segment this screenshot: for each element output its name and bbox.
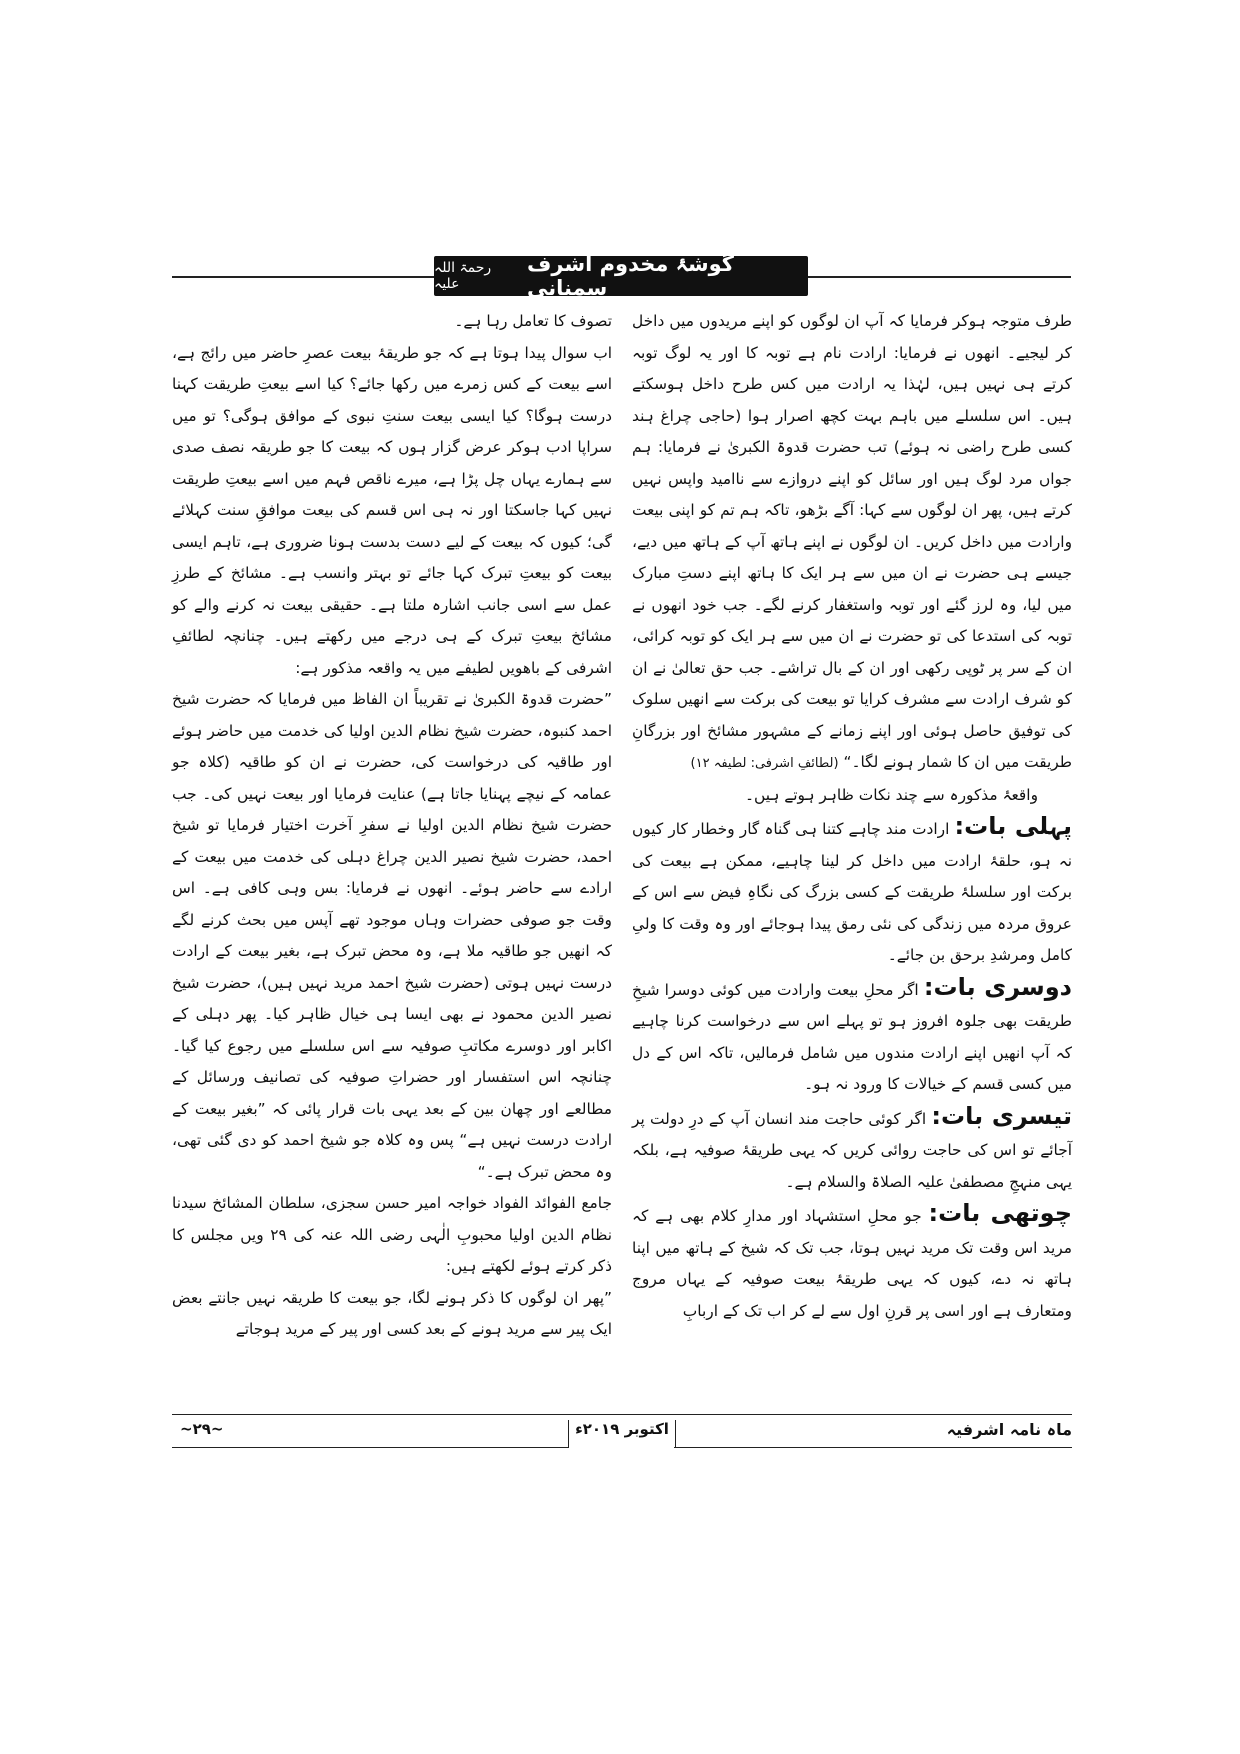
issue-date: اکتوبر ۲۰۱۹ء	[568, 1420, 676, 1448]
paragraph: طرف متوجہ ہوکر فرمایا کہ آپ ان لوگوں کو اپنے مریدوں میں داخل کر لیجیے۔ انھوں نے فرمایا: ارادت نام ہے توبہ کا اور یہ لوگ توبہ کرتے ہی نہیں ہیں، لہٰذا یہ ارادت میں کس طرح داخل ہوسکتے ہیں۔ اس سلسلے میں باہم بہت کچھ اصرار ہوا (حاجی چراغ ہند کسی طرح راضی نہ ہوئے) تب حضرت قدوۃ الکبریٰ نے فرمایا: ہم جواں مرد لوگ ہیں اور سائل کو اپنے دروازے سے ناامید واپس نہیں کرتے ہیں، پھر ان لوگوں سے کہا: آگے بڑھو، تاکہ ہم تم کو اپنی بیعت وارادت میں داخل کریں۔ ان لوگوں نے اپنے ہاتھ آپ کے ہاتھ میں دیے، جیسے ہی حضرت نے ان میں سے ہر ایک کا ہاتھ اپنے دستِ مبارک میں لیا، وہ لرز گئے اور توبہ واستغفار کرنے لگے۔ جب خود انھوں نے توبہ کی استدعا کی تو حضرت نے ان میں سے ہر ایک کو توبہ کرائی، ان کے سر پر ٹوپی رکھی اور ان کے بال تراشے۔ جب حق تعالیٰ نے ان کو شرف ارادت سے مشرف کرایا تو بیعت کی برکت سے انھیں سلوک کی توفیق حاصل ہوئی اور اپنے زمانے کے مشہور مشائخ اور بزرگانِ طریقت میں ان کا شمار ہونے لگا۔“ (لطائفِ اشرفی: لطیفہ ۱۲)	[632, 312, 1072, 771]
quote-paragraph: ”پھر ان لوگوں کا ذکر ہونے لگا، جو بیعت کا طریقہ نہیں جانتے بعض ایک پیر سے مرید ہونے کے بعد کسی اور پیر کے مرید ہوجاتے	[172, 1288, 612, 1338]
paragraph: دوسری بات: اگر محلِ بیعت وارادت میں کوئی دوسرا شیخِ طریقت بھی جلوہ افروز ہو تو پہلے اس سے درخواست کرنا چاہیے کہ آپ انھیں اپنے ارادت مندوں میں شامل فرمالیں، تاکہ اس کے دل میں کسی قسم کے خیالات کا ورود نہ ہو۔	[632, 972, 1072, 1093]
quote-paragraph: ”حضرت قدوۃ الکبریٰ نے تقریباً ان الفاظ میں فرمایا کہ حضرت شیخ احمد کنبوہ، حضرت شیخ نظام الدین اولیا کی خدمت میں حاضر ہوئے اور طاقیہ کی درخواست کی، حضرت نے ان کو طاقیہ (کلاہ جو عمامہ کے نیچے پہنایا جاتا ہے) عنایت فرمایا اور بیعت نہیں کی۔ جب حضرت شیخ نظام الدین اولیا نے سفرِ آخرت اختیار فرمایا تو شیخ احمد، حضرت شیخ نصیر الدین چراغ دہلی کی خدمت میں بیعت کے ارادے سے حاضر ہوئے۔ انھوں نے فرمایا: بس وہی کافی ہے۔ اس وقت جو صوفی حضرات وہاں موجود تھے آپس میں بحث کرنے لگے کہ انھیں جو طاقیہ ملا ہے، وہ محض تبرک ہے، بغیر بیعت کے ارادت درست نہیں ہوتی (حضرت شیخ احمد مرید نہیں ہیں)، حضرت شیخ نصیر الدین محمود نے بھی ایسا ہی خیال ظاہر کیا۔ پھر دہلی کے اکابر اور دوسرے مکاتبِ صوفیہ سے اس سلسلے میں رجوع کیا گیا۔ چنانچہ اس استفسار اور حضراتِ صوفیہ کی تصانیف ورسائل کے مطالعے اور چھان بین کے بعد یہی بات قرار پائی کہ ”بغیر بیعت کے ارادت درست نہیں ہے“ پس وہ کلاہ جو شیخ احمد کو دی گئی تھی، وہ محض تبرک ہے۔“	[172, 690, 612, 1181]
magazine-name: ماہ نامہ اشرفیہ	[946, 1420, 1072, 1439]
paragraph: تیسری بات: اگر کوئی حاجت مند انسان آپ کے درِ دولت پر آجائے تو اس کی حاجت روائی کریں کہ یہی طریقۂ صوفیہ ہے، بلکہ یہی منہجِ مصطفیٰ علیہ الصلاۃ والسلام ہے۔	[632, 1101, 1073, 1191]
point-heading: تیسری بات:	[931, 1101, 1073, 1130]
paragraph: جامع الفوائد الفواد خواجہ امیر حسن سجزی، سلطان المشائخ سیدنا نظام الدین اولیا محبوبِ الٰہی رضی اللہ عنہ کی ۲۹ ویں مجلس کا ذکر کرتے ہوئے لکھتے ہیں:	[172, 1194, 612, 1275]
paragraph: تصوف کا تعامل رہا ہے۔	[454, 312, 612, 330]
footer-rule	[172, 1414, 1072, 1415]
header-rule-right	[808, 276, 1071, 278]
header-rule-left	[172, 276, 434, 278]
page-number: ~۲۹~	[180, 1420, 224, 1438]
paragraph: اب سوال پیدا ہوتا ہے کہ جو طریقۂ بیعت عصرِ حاضر میں رائج ہے، اسے بیعت کے کس زمرے میں رکھا جائے؟ کیا اسے بیعتِ طریقت کہنا درست ہوگا؟ کیا ایسی بیعت سنتِ نبوی کے موافق ہوگی؟ تو میں سراپا ادب ہوکر عرض گزار ہوں کہ بیعت کا جو طریقہ نصف صدی سے ہمارے یہاں چل پڑا ہے، میرے ناقص فہم میں اسے بیعتِ طریقت نہیں کہا جاسکتا اور نہ ہی اس قسم کی بیعت موافقِ سنت کہلائے گی؛ کیوں کہ بیعت کے لیے دست بدست ہونا ضروری ہے، تاہم ایسی بیعت کو بیعتِ تبرک کہا جائے تو بہتر وانسب ہے۔ مشائخ کے طرزِ عمل سے اسی جانب اشارہ ملتا ہے۔ حقیقی بیعت نہ کرنے والے کو مشائخ بیعتِ تبرک کے ہی درجے میں رکھتے ہیں۔ چنانچہ لطائفِ اشرفی کے باھویں لطیفے میں یہ واقعہ مذکور ہے:	[172, 343, 612, 677]
paragraph: پہلی بات: ارادت مند چاہے کتنا ہی گناہ گار وخطار کار کیوں نہ ہو، حلقۂ ارادت میں داخل کر لینا چاہیے، ممکن ہے بیعت کی برکت اور سلسلۂ طریقت کے کسی بزرگ کی نگاہِ فیض سے اس کے عروق مردہ میں زندگی کی نئی رمق پیدا ہوجائے اور وہ وقت کا ولیِ کامل ومرشدِ برحق بن جائے۔	[632, 812, 1072, 964]
paragraph: واقعۂ مذکورہ سے چند نکات ظاہر ہوتے ہیں۔	[744, 785, 1038, 804]
paragraph: چوتھی بات: جو محلِ استشہاد اور مدارِ کلام بھی ہے کہ مرید اس وقت تک مرید نہیں ہوتا، جب تک کہ شیخ کے ہاتھ میں اپنا ہاتھ نہ دے، کیوں کہ یہی طریقۂ بیعت صوفیہ کے یہاں مروج ومتعارف ہے اور اسی پر قرنِ اول سے لے کر اب تک کے اربابِ	[632, 1199, 1072, 1320]
section-title: گوشۂ مخدوم اشرف سمنانی	[527, 252, 734, 300]
point-heading: چوتھی بات:	[928, 1199, 1072, 1227]
honorific-icon: رحمۃ اللہ علیہ	[434, 260, 492, 292]
point-heading: پہلی بات:	[954, 812, 1072, 840]
right-column	[632, 306, 1072, 1327]
left-column	[172, 306, 612, 1346]
section-banner	[434, 252, 808, 300]
footer-rule-left	[172, 1447, 568, 1448]
citation: (لطائفِ اشرفی: لطیفہ ۱۲)	[690, 756, 839, 771]
point-heading: دوسری بات:	[923, 972, 1072, 1001]
footer-rule-right	[674, 1447, 1072, 1448]
